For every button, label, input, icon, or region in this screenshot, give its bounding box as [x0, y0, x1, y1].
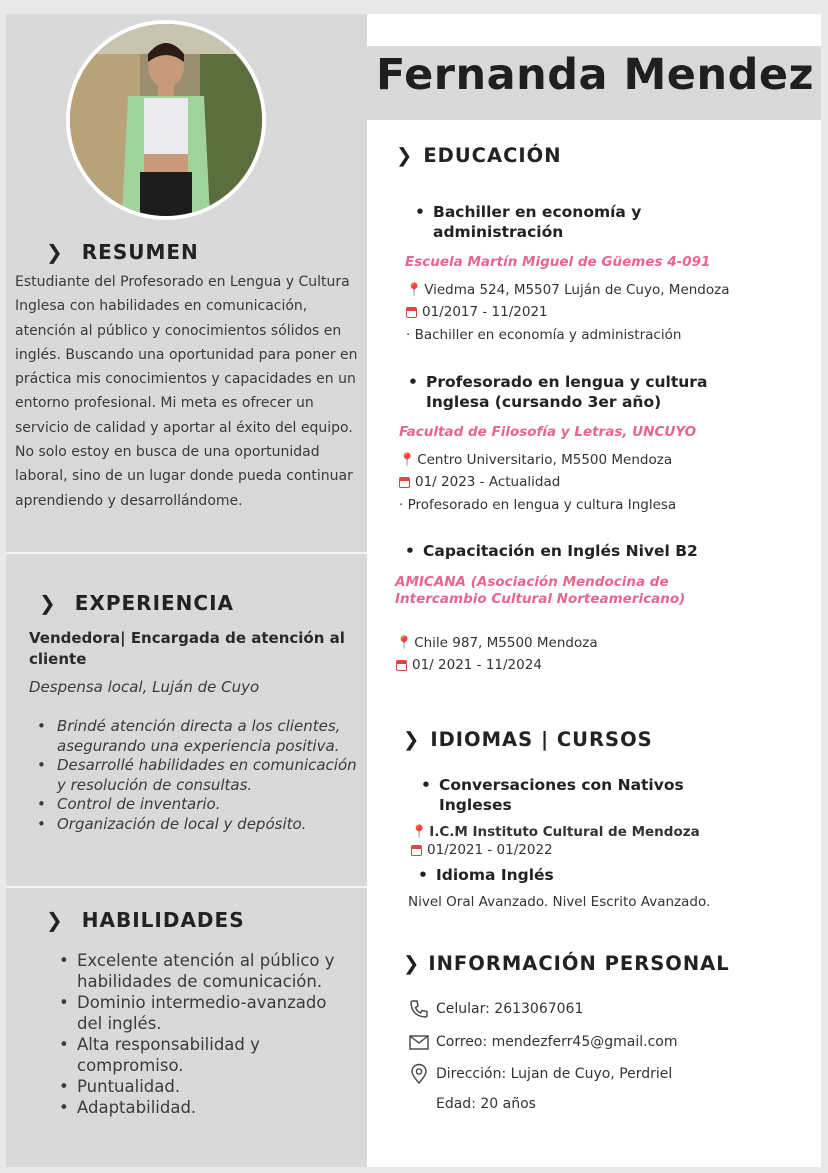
language-title: • Idioma Inglés	[436, 865, 554, 885]
education-dates: 01/2017 - 11/2021	[406, 304, 548, 320]
school-name: AMICANA (Asociación Mendocina de Intercambio Cultural Norteamericano)	[395, 574, 686, 607]
school-address: 📍 Viedma 524, M5507 Luján de Cuyo, Mendoza	[406, 282, 730, 298]
education-title: • Capacitación en Inglés Nivel B2	[423, 541, 753, 561]
course-dates: 01/2021 - 01/2022	[411, 842, 553, 858]
skills-list	[77, 950, 337, 1118]
summary-text: Estudiante del Profesorado en Lengua y Cultura Inglesa con habilidades en comunicación, atención al público y conocimientos sólidos en inglés. Buscando una oportunidad para poner en práctica mis conocimientos y capacidades en un entorno profesional. Mi meta es ofrecer un servicio de calidad y aportar al éxito del equipo. No solo estoy en busca de una oportunidad laboral, sino de un lugar donde pueda continuar aprendiendo y desarrollándome.	[15, 274, 358, 509]
person-name: Fernanda Mendez	[376, 50, 815, 100]
list-item: • Excelente atención al público y habilidades de comunicación.	[77, 950, 337, 992]
phone-icon	[408, 998, 430, 1020]
calendar-icon	[396, 660, 407, 671]
phone-row: Celular: 2613067061	[408, 998, 583, 1020]
list-item: • Brindé atención directa a los clientes, asegurando una experiencia positiva.	[57, 717, 357, 756]
list-item: • Desarrollé habilidades en comunicación y resolución de consultas.	[57, 756, 357, 795]
job-title: Vendedora| Encargada de atención al cliente	[29, 629, 345, 668]
address-row: Dirección: Lujan de Cuyo, Perdriel	[408, 1063, 672, 1085]
education-note: · Bachiller en economía y administración	[406, 327, 682, 343]
job-duties-list	[57, 717, 357, 834]
course-school: 📍 I.C.M Instituto Cultural de Mendoza	[411, 824, 700, 840]
education-title: • Profesorado en lengua y cultura Inglesa (cursando 3er año)	[426, 372, 756, 412]
location-pin-icon: 📍	[406, 282, 423, 298]
mail-icon	[408, 1031, 430, 1053]
calendar-icon	[411, 845, 422, 856]
experience-heading: ❯ EXPERIENCIA	[39, 591, 235, 615]
calendar-icon	[406, 307, 417, 318]
location-pin-icon: 📍	[399, 452, 416, 468]
languages-heading: ❯ IDIOMAS | CURSOS	[403, 728, 653, 751]
chevron-right-icon: ❯	[403, 952, 421, 975]
profile-photo	[66, 20, 266, 220]
list-item: • Dominio intermedio-avanzado del inglés.	[77, 992, 337, 1034]
chevron-right-icon: ❯	[39, 591, 57, 615]
location-pin-icon: 📍	[396, 635, 413, 651]
course-title: • Conversaciones con Nativos Ingleses	[439, 775, 719, 815]
divider	[6, 552, 367, 554]
education-title: • Bachiller en economía y administración	[433, 202, 733, 242]
school-name: Escuela Martín Miguel de Güemes 4-091	[405, 254, 711, 270]
left-sidebar	[6, 14, 367, 1167]
divider	[6, 886, 367, 888]
personal-info-heading: ❯ INFORMACIÓN PERSONAL	[403, 952, 730, 975]
education-dates: 01/ 2021 - 11/2024	[396, 657, 542, 673]
school-name: Facultad de Filosofía y Letras, UNCUYO	[399, 424, 697, 440]
job-place: Despensa local, Luján de Cuyo	[29, 678, 260, 696]
skills-heading: ❯ HABILIDADES	[46, 908, 245, 932]
calendar-icon	[399, 477, 410, 488]
chevron-right-icon: ❯	[46, 240, 64, 264]
language-level: Nivel Oral Avanzado. Nivel Escrito Avanzado.	[408, 894, 711, 910]
chevron-right-icon: ❯	[396, 144, 414, 167]
chevron-right-icon: ❯	[403, 728, 421, 751]
school-address: 📍 Chile 987, M5500 Mendoza	[396, 635, 598, 651]
list-item: • Puntualidad.	[77, 1076, 337, 1097]
education-heading: ❯ EDUCACIÓN	[396, 144, 562, 167]
location-pin-icon: 📍	[411, 825, 428, 840]
list-item: • Control de inventario.	[57, 795, 357, 815]
list-item: • Organización de local y depósito.	[57, 815, 357, 835]
age-row: Edad: 20 años	[436, 1096, 536, 1112]
chevron-right-icon: ❯	[46, 908, 64, 932]
summary-heading: ❯ RESUMEN	[46, 240, 199, 264]
education-note: · Profesorado en lengua y cultura Inglesa	[399, 497, 677, 513]
email-row: Correo: mendezferr45@gmail.com	[408, 1031, 677, 1053]
education-dates: 01/ 2023 - Actualidad	[399, 474, 560, 490]
resume-page	[6, 14, 821, 1167]
map-pin-icon	[408, 1063, 430, 1085]
list-item: • Alta responsabilidad y compromiso.	[77, 1034, 337, 1076]
list-item: • Adaptabilidad.	[77, 1097, 337, 1118]
school-address: 📍 Centro Universitario, M5500 Mendoza	[399, 452, 673, 468]
